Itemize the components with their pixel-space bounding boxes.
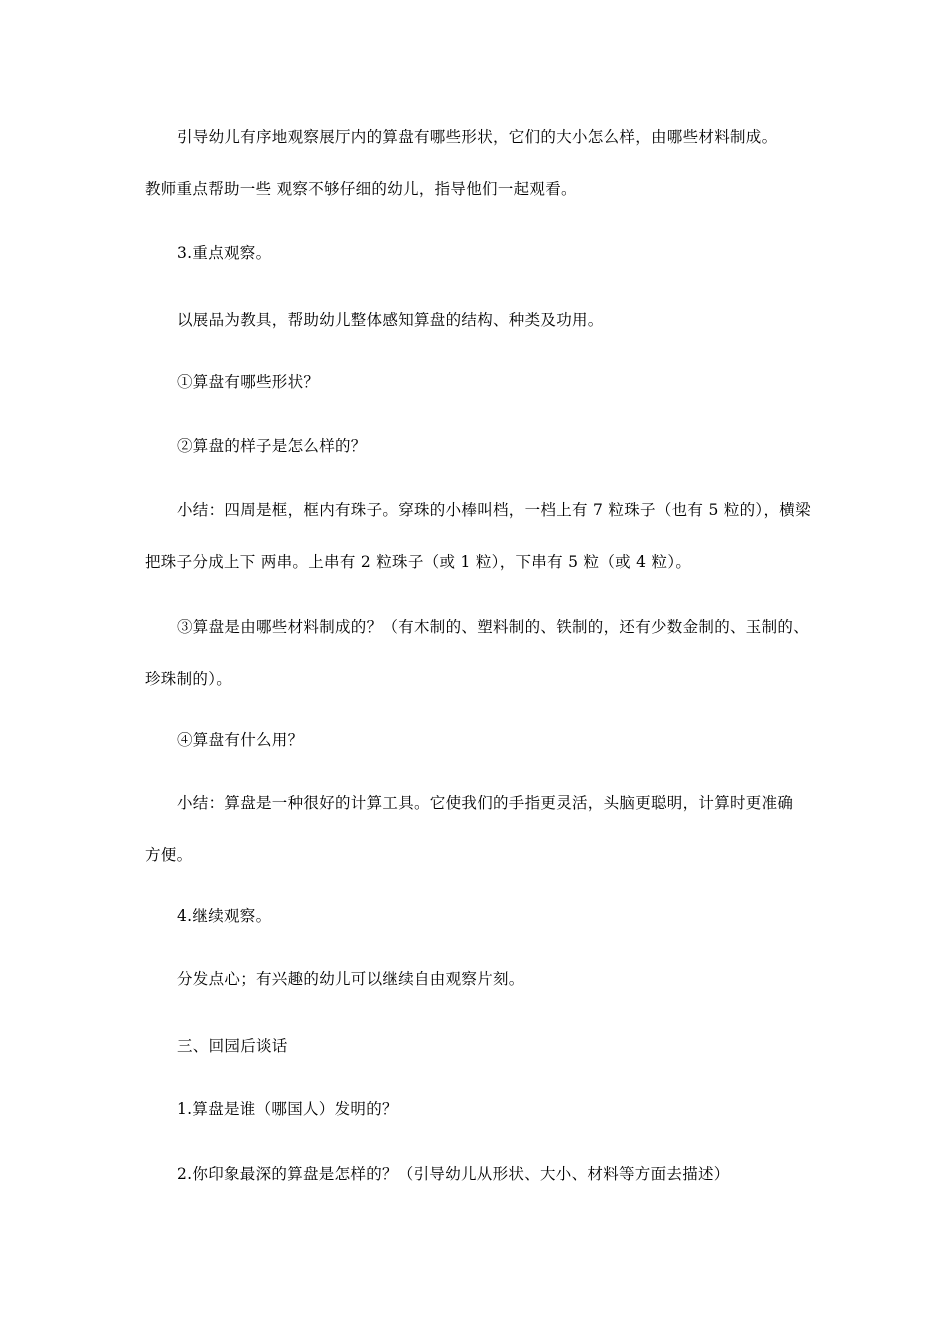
paragraph-line: 小结：算盘是一种很好的计算工具。它使我们的手指更灵活，头脑更聪明，计算时更准确 [177, 794, 794, 812]
paragraph-summary-usage [145, 777, 817, 881]
paragraph-line: ④算盘有什么用？ [177, 731, 304, 749]
paragraph-summary-structure [145, 484, 817, 588]
paragraph-snacks [145, 953, 817, 1005]
question-shapes [145, 356, 817, 408]
discussion-question-inventor [145, 1083, 817, 1135]
paragraph-line: 三、回园后谈话 [177, 1037, 288, 1055]
section-heading-key-observation [145, 227, 817, 279]
paragraph-line: ②算盘的样子是怎么样的？ [177, 437, 367, 455]
paragraph-line: 引导幼儿有序地观察展厅内的算盘有哪些形状，它们的大小怎么样，由哪些材料制成。 [177, 128, 778, 146]
paragraph-line: 2.你印象最深的算盘是怎样的？（引导幼儿从形状、大小、材料等方面去描述） [177, 1165, 730, 1183]
paragraph-line: 1.算盘是谁（哪国人）发明的？ [177, 1100, 398, 1118]
paragraph-line: 把珠子分成上下 两串。上串有 2 粒珠子（或 1 粒），下串有 5 粒（或 4 粒）。 [145, 553, 692, 571]
paragraph-line: 教师重点帮助一些 观察不够仔细的幼儿，指导他们一起观看。 [145, 180, 577, 198]
paragraph-line: 方便。 [145, 846, 193, 864]
question-appearance [145, 420, 817, 472]
paragraph-line: 珍珠制的）。 [145, 670, 233, 688]
paragraph-line: 3.重点观察。 [177, 244, 272, 262]
paragraph-line: 4.继续观察。 [177, 907, 272, 925]
section-heading-discussion [145, 1020, 817, 1072]
question-materials [145, 601, 817, 705]
discussion-question-impression [145, 1148, 817, 1200]
paragraph-line: 小结：四周是框，框内有珠子。穿珠的小棒叫档，一档上有 7 粒珠子（也有 5 粒的），横梁 [177, 501, 811, 519]
paragraph-line: 分发点心；有兴趣的幼儿可以继续自由观察片刻。 [177, 970, 525, 988]
paragraph-line: ①算盘有哪些形状？ [177, 373, 320, 391]
section-heading-continue-observation [145, 890, 817, 942]
paragraph-observe-shapes [145, 111, 817, 215]
paragraph-line: ③算盘是由哪些材料制成的？（有木制的、塑料制的、铁制的，还有少数金制的、玉制的、 [177, 618, 810, 636]
question-usage [145, 714, 817, 766]
paragraph-teaching-aid [145, 294, 817, 346]
paragraph-line: 以展品为教具，帮助幼儿整体感知算盘的结构、种类及功用。 [177, 311, 604, 329]
